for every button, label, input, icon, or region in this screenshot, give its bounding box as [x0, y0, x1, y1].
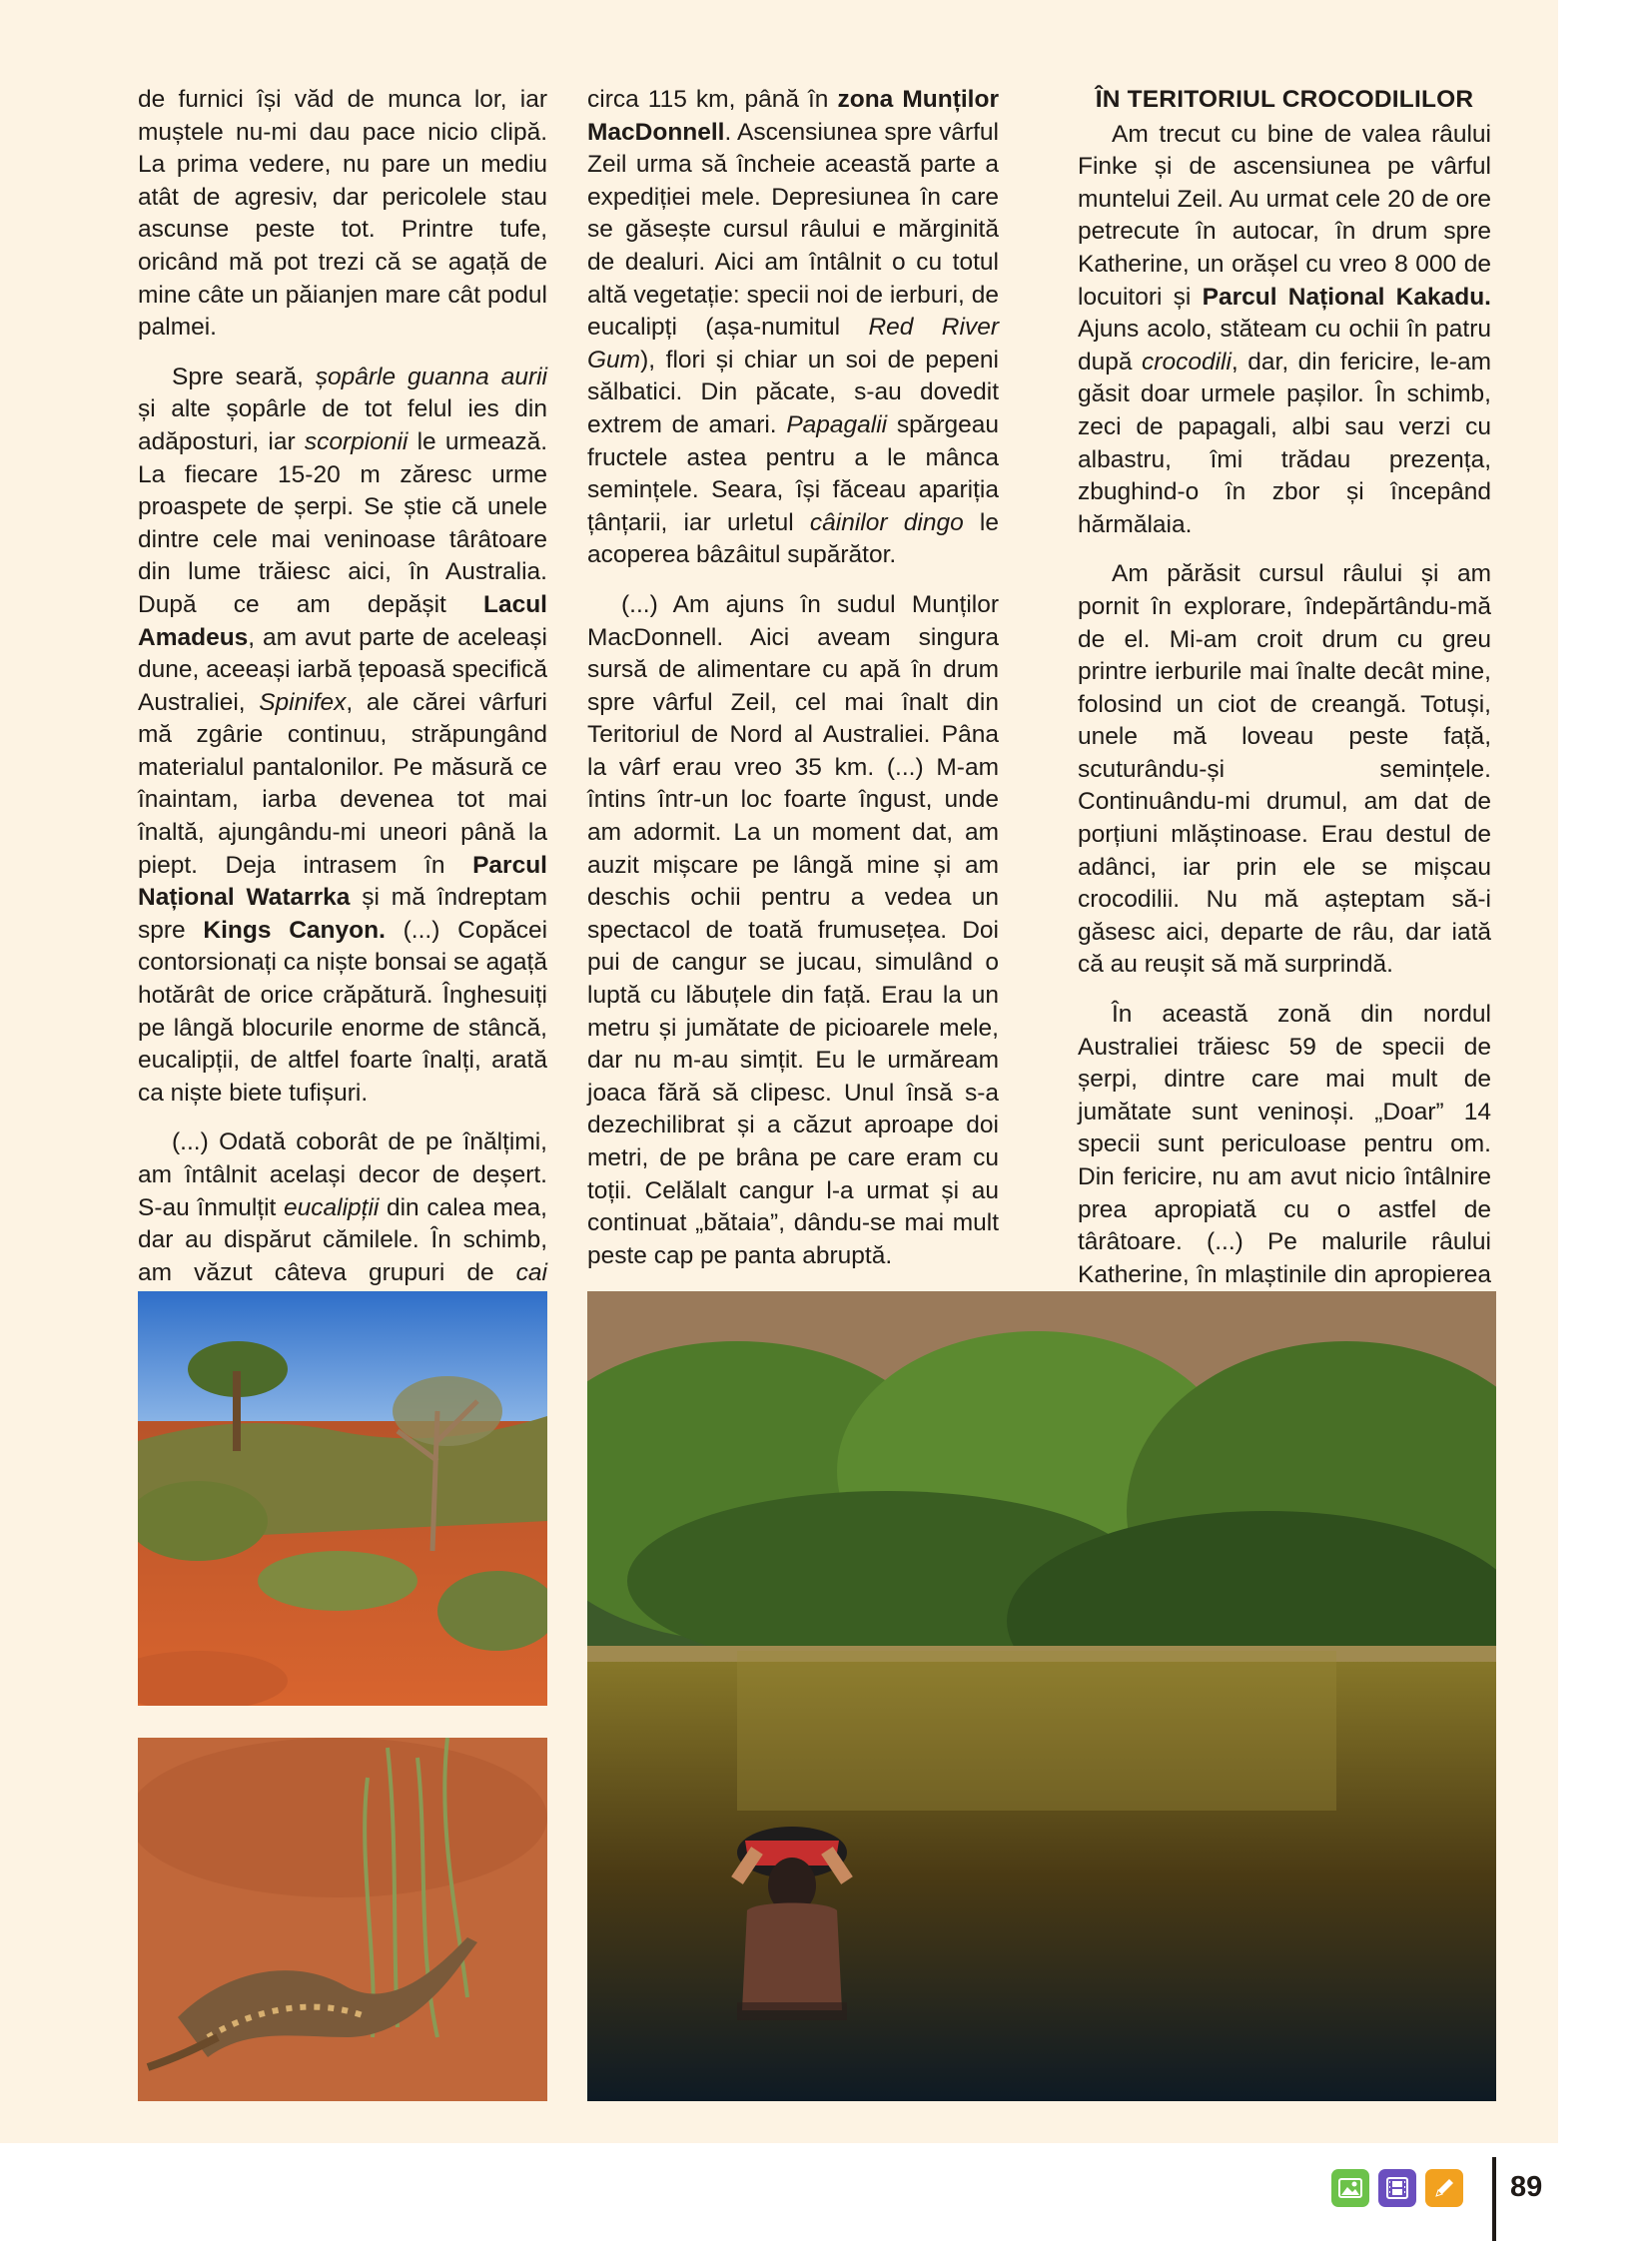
- film-icon[interactable]: [1378, 2169, 1416, 2207]
- text-column-1: [138, 84, 547, 1437]
- bold-term: Lacul Amadeus: [138, 590, 547, 651]
- emphasis: câinilor dingo: [809, 508, 964, 536]
- pencil-icon[interactable]: [1425, 2169, 1463, 2207]
- paragraph: Am trecut cu bine de valea râului Finke și de ascensiunea pe vârful muntelui Zeil. Au urmat cele 20 de ore petrecute în autocar, în drum spre Katherine, un orășel cu vreo 8 000 de locuitori și Parcul Național Kakadu. Ajuns acolo, stăteam cu ochii în patru după crocodili, dar, din fericire, le-am găsit doar urmele pașilor. În schimb, zeci de papagali, albi sau verzi cu albastru, îmi trădau prezența, zbughind-o în zbor și începând hărmălaia.: [1078, 120, 1491, 538]
- paragraph: (...) Odată coborât de pe înălțimi, am întâlnit același decor de deșert. S-au înmulțit eucalipții din calea mea, dar au dispărut cămilele. În schimb, am văzut câteva grupuri de cai: [138, 1126, 547, 1419]
- bold-term: Parcul Național Kakadu.: [1202, 283, 1491, 311]
- text-column-3: [1078, 84, 1491, 1406]
- image-icon[interactable]: [1331, 2169, 1369, 2207]
- text-column-2: [587, 84, 999, 1289]
- desert-landscape-photo: [138, 1291, 547, 1706]
- emphasis: crocodili: [1142, 348, 1232, 375]
- emphasis: eucalipții: [284, 1193, 380, 1221]
- section-heading: ÎN TERITORIUL CROCODILILOR: [1095, 86, 1474, 113]
- bold-term: Kings Canyon.: [203, 916, 386, 944]
- emphasis: Spinifex: [259, 688, 347, 716]
- emphasis: cai: [515, 1258, 547, 1286]
- bold-term: Parcul Național Watarrka: [138, 851, 547, 912]
- paragraph: Am părăsit cursul râului și am pornit în explorare, îndepărtându-mă de el. Mi-am croit drum cu greu printre ierburile mai înalte decât mine, folosind un ciot de creangă. Totuși, unele mă loveau peste față, scuturându-și semințele. Continuându-mi drumul, am dat de porțiuni mlăștinoase. Erau destul de adânci, iar prin ele se mișcau crocodilii. Nu mă așteptam să-i găsesc aici, departe de râu, dar iată că au reușit să mă surprindă.: [1078, 560, 1491, 979]
- paragraph: (...) Am ajuns în sudul Munților MacDonnell. Aici aveam singura sursă de alimentare cu apă în drum spre vârful Zeil, cel mai înalt din Teritoriul de Nord al Australiei. Pâna la vârf erau vreo 35 km. (...) M-am întins într-un loc foarte îngust, unde am adormit. La un moment dat, am auzit mișcare pe lângă mine și am deschis ochii pentru a vedea un spectacol de toată frumusețea. Doi pui de cangur se jucau, simulând o luptă cu lăbuțele din față. Erau la un metru și jumătate de picioarele mele, dar nu m-au simțit. Eu le urmăream joaca fără să clipesc. Unul însă s-a dezechilibrat și a căzut aproape doi metri, de pe brâna pe care eram cu toții. Celălalt cangur l-a urmat și au continuat „bătaia”, dându-se mai mult peste cap pe panta abruptă.: [587, 590, 999, 1269]
- emphasis: șopârle guanna aurii: [315, 363, 547, 390]
- paragraph: Spre seară, șopârle guanna aurii și alte șopârle de tot felul ies din adăposturi, iar scorpionii le urmează. La fiecare 15-20 m zăresc urme proaspete de șerpi. Se știe că unele dintre cele mai veninoase târâtoare din lume trăiesc aici, în Australia. După ce am depășit Lacul Amadeus, am avut parte de aceleași dune, aceeași iarbă țepoasă specifică Australiei, Spinifex, ale cărei vârfuri mă zgârie continuu, străpungând materialul pantalonilor. Pe măsură ce înaintam, iarba devenea tot mai înaltă, ajungându-mi uneori până la piept. Deja intrasem în Parcul Național Watarrka și mă îndreptam spre Kings Canyon. (...) Copăcei contorsionați ca niște bonsai se agață hotărât de orice crăpătură. Înghesuiți pe lângă blocurile enorme de stâncă, eucalipții, de altfel foarte înalți, arată ca niște biete tufișuri.: [138, 363, 548, 1107]
- footer-icon-group: [1331, 2169, 1463, 2209]
- paragraph: de furnici își văd de munca lor, iar muștele nu-mi dau pace nicio clipă. La prima vedere, nu pare un mediu atât de agresiv, dar pericolele stau ascunse peste tot. Printre tufe, oricând mă pot trezi că se agață de mine câte un păianjen mare cât podul palmei.: [138, 86, 547, 342]
- lizard-photo: [138, 1738, 547, 2101]
- footer-divider: [1492, 2157, 1496, 2241]
- emphasis: Red River Gum: [587, 314, 999, 374]
- river-wading-photo: [587, 1291, 1496, 2101]
- emphasis: Papagalii: [786, 410, 888, 438]
- page-number: 89: [1510, 2171, 1543, 2203]
- emphasis: scorpionii: [304, 427, 409, 455]
- paragraph: În această zonă din nordul Australiei trăiesc 59 de specii de șerpi, dintre care mai mult de jumătate sunt veninoși. „Doar” 14 specii sunt periculoase pentru om. Din fericire, nu am avut nicio întâlnire prea apropiată cu o astfel de târâtoare. (...) Pe malurile râului Katherine, în mlaștinile din apropierea: [1078, 1001, 1491, 1288]
- paragraph: circa 115 km, până în zona Munților MacDonnell. Ascensiunea spre vârful Zeil urma să încheie această parte a expediției mele. Depresiunea în care se găsește cursul râului e mărginită de dealuri. Aici am întâlnit o cu totul altă vegetație: specii noi de ierburi, de eucalipți (așa-numitul Red River Gum), flori și chiar un soi de pepeni sălbatici. Din păcate, s-au dovedit extrem de amari. Papagalii spărgeau fructele astea pentru a le mânca semințele. Seara, își făceau apariția țânțarii, iar urletul câinilor dingo le acoperea bâzâitul supărător.: [587, 86, 999, 569]
- bold-term: zona Munților MacDonnell: [587, 86, 999, 146]
